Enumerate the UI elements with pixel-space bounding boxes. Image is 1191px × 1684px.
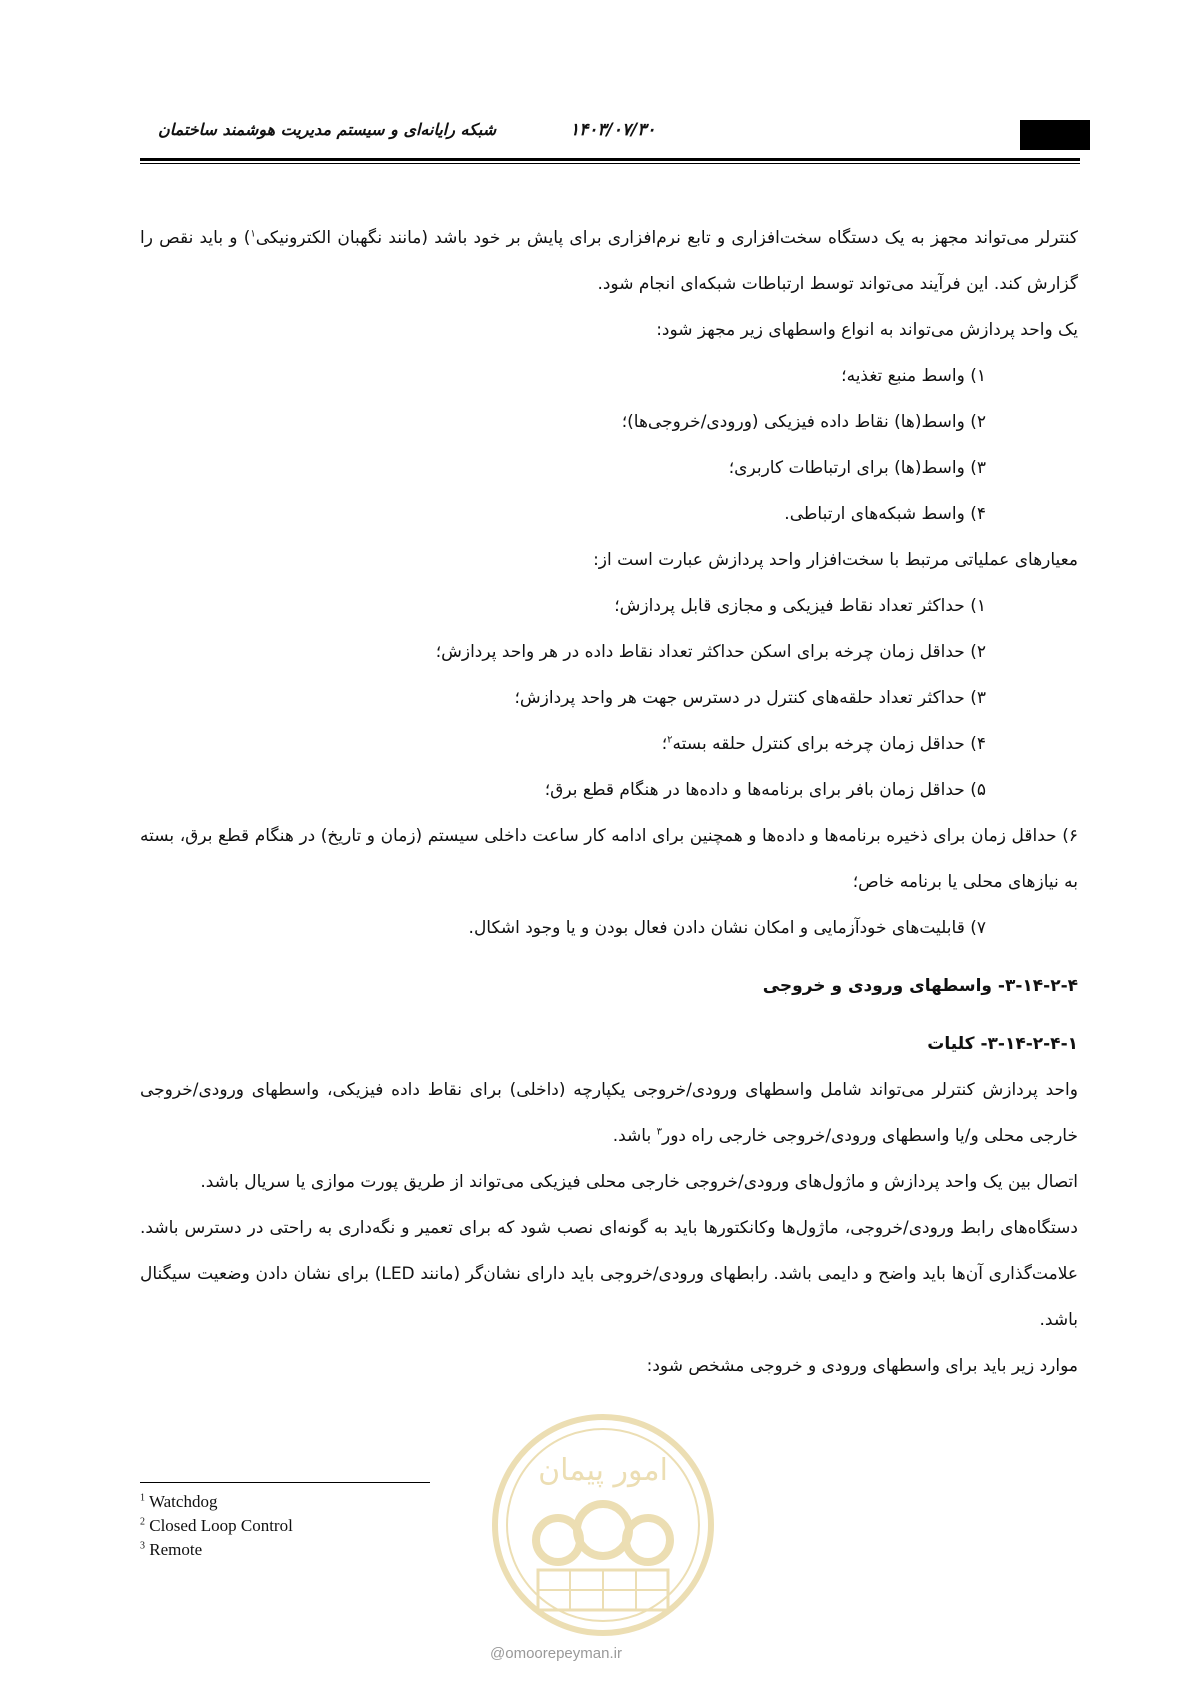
page-number-box <box>1020 120 1090 150</box>
paragraph-4: واحد پردازش کنترلر می‌تواند شامل واسطهای ورودی/خروجی یکپارچه (داخلی) برای نقاط داده فیزیکی، واسطهای ورودی/خروجی خارجی محلی و/یا واسطهای ورودی/خروجی خارجی راه دور$^۳$ باشد. <box>140 1080 1078 1146</box>
paragraph-1: کنترلر می‌تواند مجهز به یک دستگاه سخت‌افزاری و تابع نرم‌افزاری برای پایش بر خود باشد (مانند نگهبان الکترونیکی$^۱$) و باید نقص را گزارش کند. این فرآیند می‌تواند توسط ارتباطات شبکه‌ای انجام شود. <box>140 228 1078 294</box>
list2-item: ۳) حداکثر تعداد حلقه‌های کنترل در دسترس جهت هر واحد پردازش؛ <box>514 688 986 708</box>
header-title: شبکه رایانه‌ای و سیستم مدیریت هوشمند ساختمان <box>158 120 497 139</box>
footnote: $^2$ Closed Loop Control <box>140 1516 293 1535</box>
watermark-url: @omoorepeyman.ir <box>490 1645 622 1662</box>
footnotes <box>140 1490 293 1562</box>
header-rule-thin <box>140 163 1080 164</box>
list1-item: ۲) واسط(ها) نقاط داده فیزیکی (ورودی/خروجی‌ها)؛ <box>621 412 986 432</box>
list1-item: ۳) واسط(ها) برای ارتباطات کاربری؛ <box>728 458 986 478</box>
list2-item: ۲) حداقل زمان چرخه برای اسکن حداکثر تعداد نقاط داده در هر واحد پردازش؛ <box>435 642 986 662</box>
paragraph-7: موارد زیر باید برای واسطهای ورودی و خروجی مشخص شود: <box>646 1356 1078 1376</box>
list2-item: ۶) حداقل زمان برای ذخیره برنامه‌ها و داده‌ها و همچنین برای ادامه کار ساعت داخلی سیستم (زمان و تاریخ) در هنگام قطع برق، بسته به نیازهای محلی یا برنامه خاص؛ <box>140 826 1078 892</box>
header-date: ۱۴۰۳/۰۷/۳۰ <box>570 120 656 140</box>
footnote-ref-1: ۱ <box>250 228 256 240</box>
watermark-logo <box>488 1410 718 1640</box>
page-body <box>140 215 1078 1389</box>
list1-item: ۱) واسط منبع تغذیه؛ <box>841 366 986 386</box>
header-rule-thick <box>140 158 1080 161</box>
footnote: $^3$ Remote <box>140 1540 203 1559</box>
paragraph-3: معیارهای عملیاتی مرتبط با سخت‌افزار واحد پردازش عبارت است از: <box>593 550 1078 570</box>
footnote: $^1$ Watchdog <box>140 1492 218 1511</box>
footnote-ref-3: ۳ <box>656 1126 662 1138</box>
paragraph-2: یک واحد پردازش می‌تواند به انواع واسطهای زیر مجهز شود: <box>656 320 1078 340</box>
list1-item: ۴) واسط شبکه‌های ارتباطی. <box>784 504 986 524</box>
paragraph-5: اتصال بین یک واحد پردازش و ماژول‌های ورودی/خروجی خارجی محلی فیزیکی می‌تواند از طریق پورت موازی یا سریال باشد. <box>200 1172 1078 1192</box>
watermark-logo-text: امور پیمان <box>538 1453 668 1488</box>
paragraph-6: دستگاه‌های رابط ورودی/خروجی، ماژول‌ها وکانکتورها باید به گونه‌ای نصب شود که برای تعمیر و نگه‌داری به راحتی در دسترس باشد. علامت‌گذاری آن‌ها باید واضح و دایمی باشد. رابطهای ورودی/خروجی باید دارای نشان‌گر (مانند LED) برای نشان دادن وضعیت سیگنال باشد. <box>140 1218 1079 1330</box>
section-heading: ۳-۱۴-۲-۴- واسطهای ورودی و خروجی <box>762 976 1078 996</box>
page-header <box>140 118 1090 154</box>
list2-item: ۷) قابلیت‌های خودآزمایی و امکان نشان دادن فعال بودن و یا وجود اشکال. <box>468 918 986 938</box>
subsection-heading: ۳-۱۴-۲-۴-۱- کلیات <box>927 1034 1078 1054</box>
footnote-ref-2: ۲ <box>667 734 673 746</box>
footnote-rule <box>140 1482 430 1483</box>
list2-item: ۴) حداقل زمان چرخه برای کنترل حلقه بسته$^۲$؛ <box>661 734 986 754</box>
list2-item: ۱) حداکثر تعداد نقاط فیزیکی و مجازی قابل پردازش؛ <box>614 596 986 616</box>
list2-item: ۵) حداقل زمان بافر برای برنامه‌ها و داده‌ها در هنگام قطع برق؛ <box>544 780 986 800</box>
